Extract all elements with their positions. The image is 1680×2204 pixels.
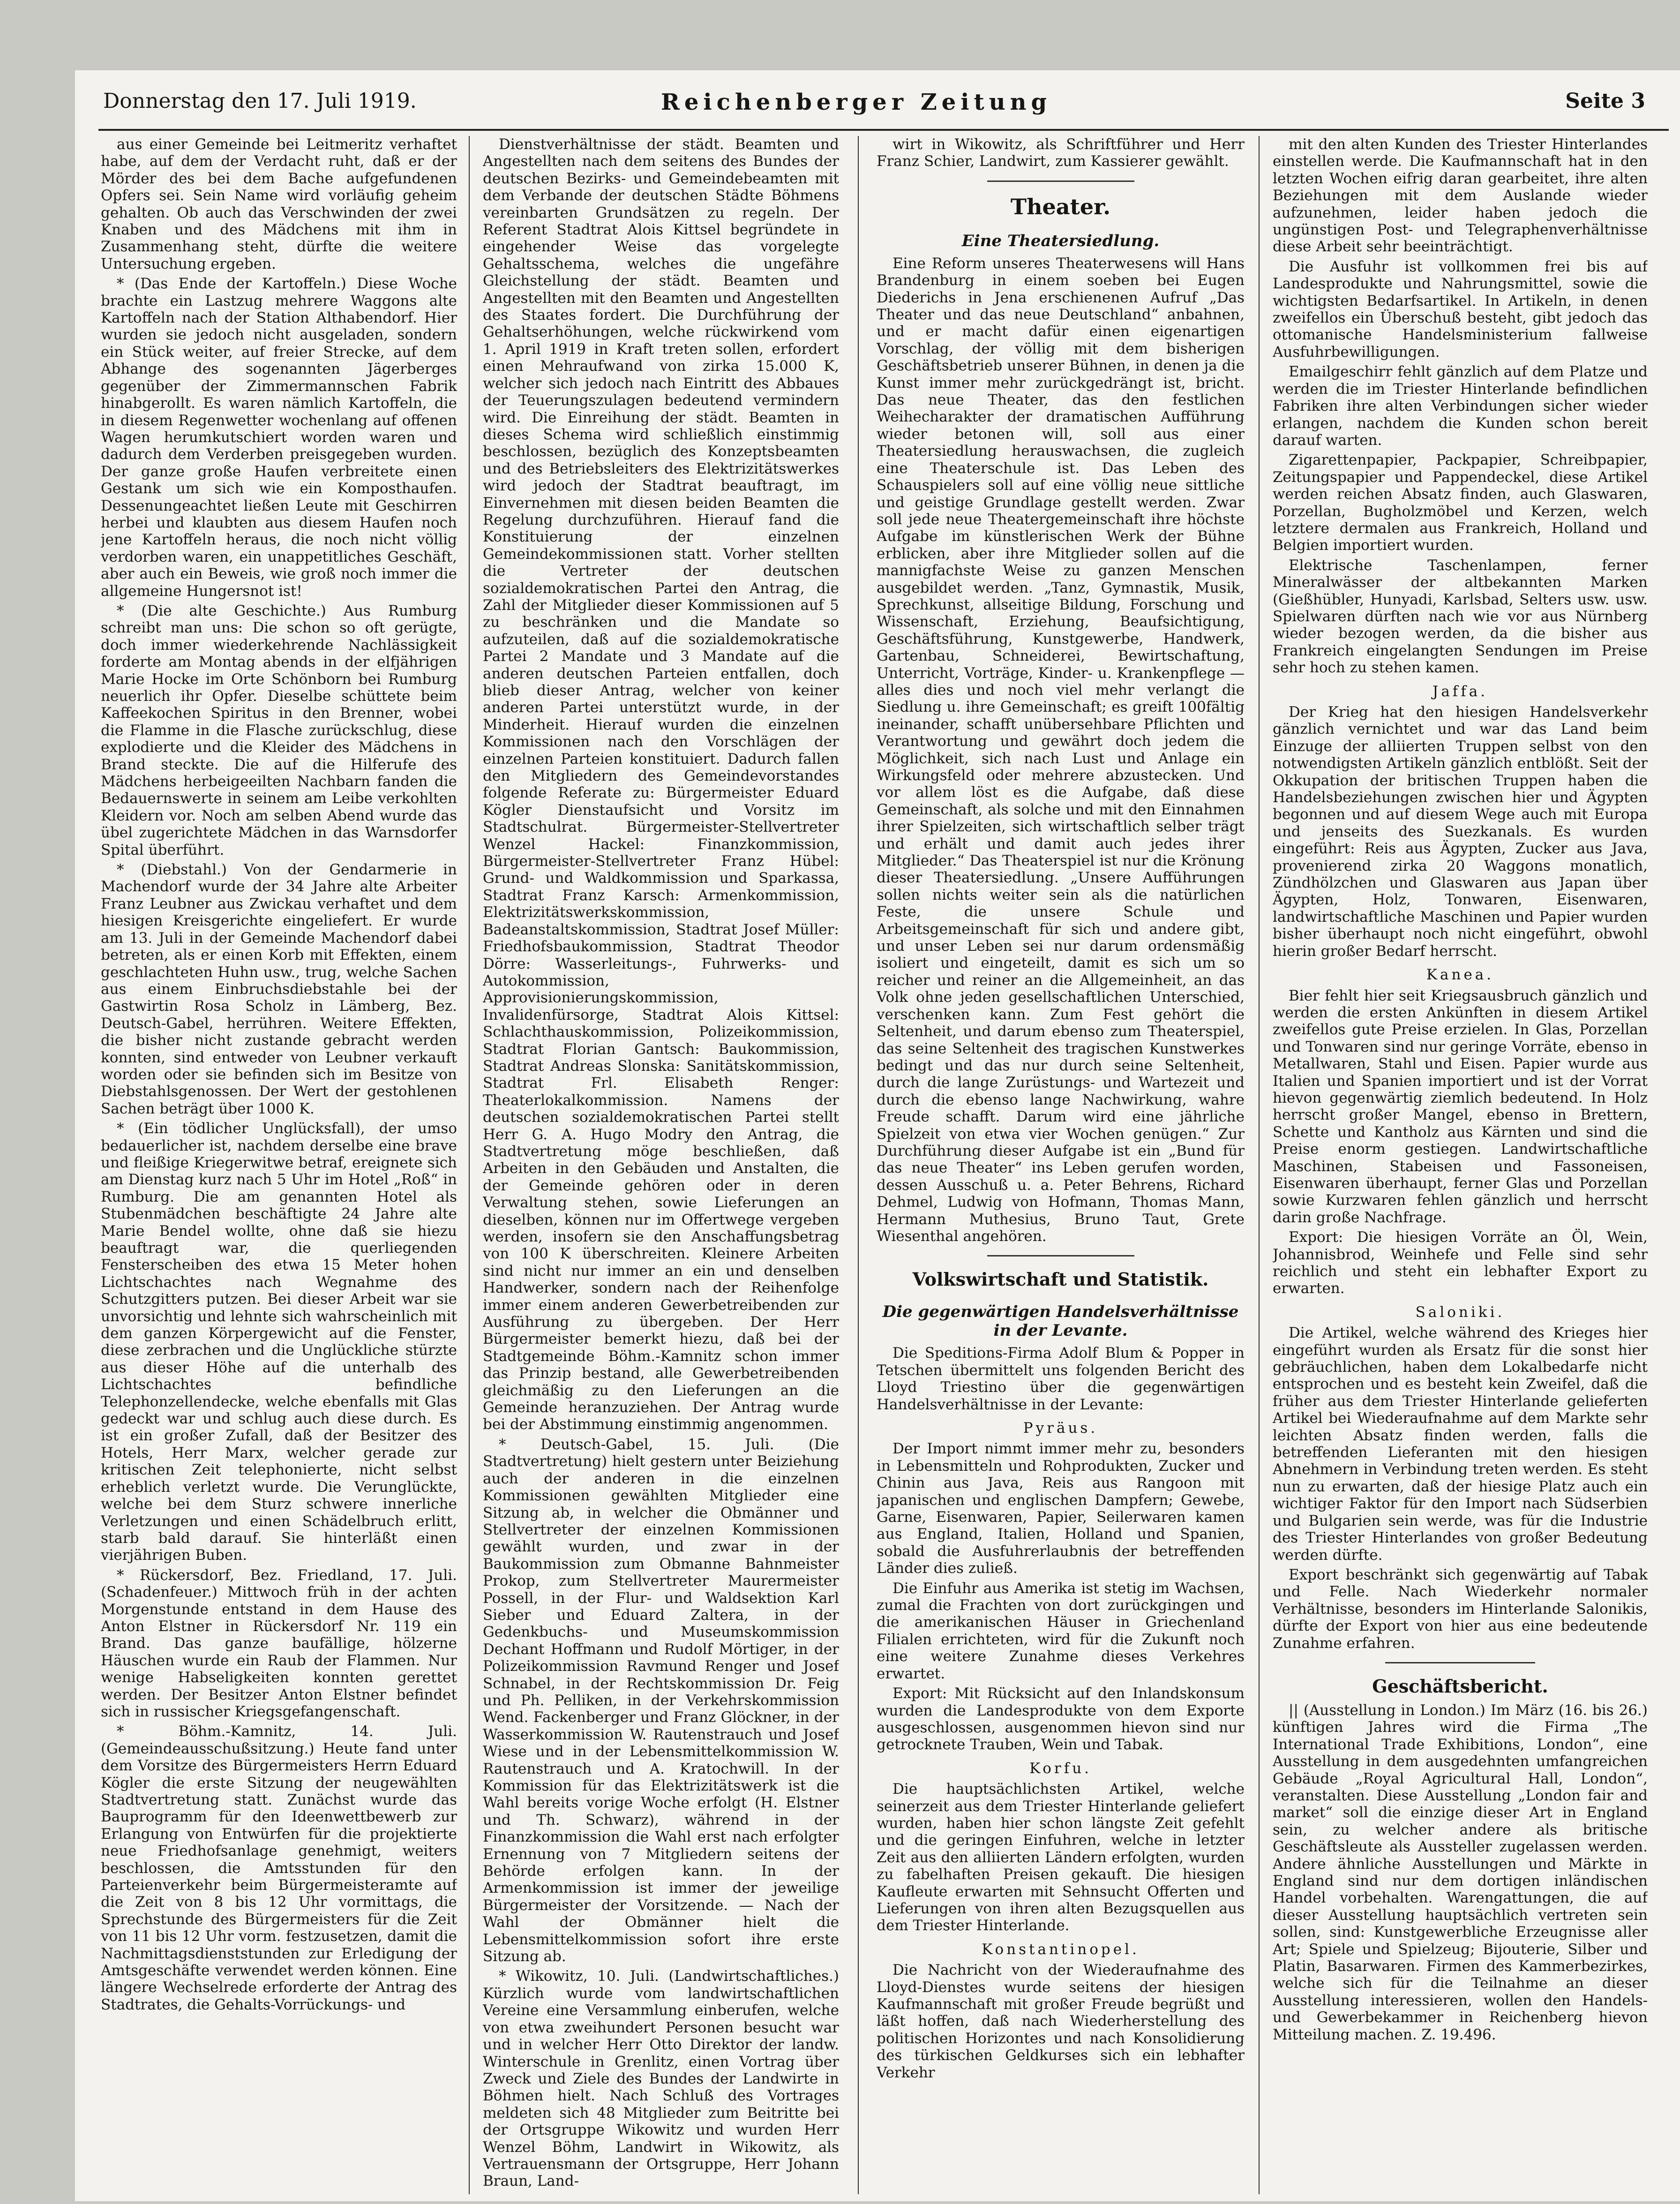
article-paragraph: Die Artikel, welche während des Krieges hier eingeführt wurden als Ersatz für die sonst hier gebräuchlichen, haben dem Lokalbedarfe nicht entsprochen und es besteht kein Zweifel, daß die früher aus dem Triester Hinterlande gelieferten Artikel bei Wiederaufnahme auf dem Markte sehr leichten Absatz finden werden, falls die betreffenden Lieferanten mit den hiesigen Abnehmern in Verbindung treten werden. Es steht nun zu erwarten, daß der hiesige Platz auch ein wichtiger Faktor für den Import nach Südserbien und Bulgarien sein werde, was für die Industrie des Triester Hinterlandes von großer Bedeutung werden dürfte. — [1273, 1324, 1648, 1564]
article-kartoffeln: * (Das Ende der Kartoffeln.) Diese Woche brachte ein Lastzug mehrere Waggons alte Kartoffeln nach der Station Althabendorf. Hier wurden sie jedoch nicht ausgeladen, sondern ein Stück weiter, auf freier Strecke, auf dem Abhange des sogenannten Jägerberges gegenüber der Zimmermannschen Fabrik hinabgerollt. Es waren nämlich Kartoffeln, die in diesem Regenwetter wochenlang auf offenen Wagen herumkutschiert worden waren und dadurch dem Verderben preisgegeben wurden. Der ganze große Haufen verbreitete einen Gestank um sich wie ein Komposthaufen. Dessenungeachtet ließen Leute mit Geschirren herbei und klaubten aus diesem Haufen noch jene Kartoffeln heraus, die noch nicht völlig verdorben waren, ein unappetitliches Geschäft, aber auch ein Beweis, wie groß noch immer die allgemeine Hungersnot ist! — [101, 275, 457, 600]
article-unglucksfall: * (Ein tödlicher Unglücksfall), der umso bedauerlicher ist, nachdem derselbe eine brave und fleißige Kriegerwitwe betraf, ereignete sich am Dienstag kurz nach 5 Uhr im Hotel „Roß“ in Rumburg. Die am genannten Hotel als Stubenmädchen beschäftigte 24 Jahre alte Marie Bendel wollte, ohne daß sie hiezu beauftragt war, die querliegenden Fensterscheiben des etwa 15 Meter hohen Lichtschachtes nach Wegnahme des Schutzgitters putzen. Bei dieser Arbeit war sie unvorsichtig und lehnte sich wahrscheinlich mit dem ganzen Körpergewicht auf die Fenster, diese zerbrachen und die Unglückliche stürzte aus dieser Höhe auf die unterhalb des Lichtschachtes befindliche Telephonzellendecke, welche ebenfalls mit Glas gedeckt war und schlug auch diese durch. Es ist ein großer Zufall, daß der Besitzer des Hotels, Herr Marx, welcher gerade zur kritischen Zeit telephonierte, nicht selbst erheblich verletzt wurde. Die Verunglückte, welche bei dem Sturz schwere innerliche Verletzungen und einen Schädelbruch erlitt, starb bald darauf. Sie hinterläßt einen vierjährigen Buben. — [101, 1120, 457, 1564]
subheading-place: Konstantinopel. — [982, 1941, 1140, 1958]
article-paragraph: Eine Reform unseres Theaterwesens will Hans Brandenburg in einem soeben bei Eugen Diederichs in Jena erschienenen Aufruf „Das Theater und das neue Deutschland“ anbahnen, und er macht dafür einen eigenartigen Vorschlag, der völlig mit dem bisherigen Geschäftsbetrieb unserer Bühnen, in denen ja die Kunst immer mehr zurückgedrängt ist, bricht. Das neue Theater, das den festlichen Weihecharakter der dramatischen Aufführung wieder betonen will, soll aus einer Theatersiedlung herauswachsen, die zugleich eine Theaterschule ist. Das Leben des Schauspielers soll auf eine völlig neue sittliche und geistige Grundlage gestellt werden. Zwar soll jede neue Theatergemeinschaft ihre höchste Aufgabe im künstlerischen Werk der Bühne erblicken, aber ihre Mitglieder sollen auf die mannigfachste Weise zu ganzen Menschen ausgebildet werden. „Tanz, Gymnastik, Musik, Sprechkunst, allseitige Bildung, Forschung und Wissenschaft, Erziehung, Beaufsichtigung, Geschäftsführung, Kunstgewerbe, Handwerk, Gartenbau, Schneiderei, Bewirtschaftung, Unterricht, Vorträge, Kinder- u. Krankenpflege — alles dies und noch viel mehr verlangt die Siedlung u. ihre Gemeinschaft; es greift 100fältig ineinander, schafft unübersehbare Pflichten und Verantwortung und gewährt doch jedem die Möglichkeit, sich nach Lust und Anlage ein Wirkungsfeld oder mehrere abzustecken. Und vor allem löst es die Aufgabe, daß diese Gemeinschaft, als solche und mit den Einnahmen ihrer Spielzeiten, sich wirtschaftlich selber trägt und erhält und damit auch jedes ihrer Mitglieder.“ Das Theaterspiel ist nur die Krönung dieser Theatersiedlung. „Unsere Aufführungen sollen nichts weiter sein als die natürlichen Feste, die unsere Schule und Arbeitsgemeinschaft für sich und andere gibt, und unser Leben sei nur darum ordensmäßig isoliert und eingeteilt, damit es sich um so reicher und reiner an die Allgemeinheit, an das Volk ohne jeden gesellschaftlichen Unterschied, verschenken kann. Zum Fest gehört die Seltenheit, und darum ebenso zum Theaterspiel, das seine Seltenheit des tragischen Kunstwerkes bedingt und das nur durch seine Seltenheit, durch die lange Zurüstungs- und Wartezeit und durch die ebenso lange Nachwirkung, wahre Freude schafft. Darum wird eine jährliche Spielzeit von etwa vier Wochen genügen.“ Zur Durchführung dieser Aufgabe ist ein „Bund für das neue Theater“ ins Leben gerufen worden, dessen Ausschuß u. a. Peter Behrens, Richard Dehmel, Ludwig von Hofmann, Thomas Mann, Hermann Muthesius, Bruno Taut, Grete Wiesenthal angehören. — [877, 255, 1245, 1245]
masthead — [75, 89, 1680, 122]
column-1 — [101, 136, 457, 2199]
header-rule — [98, 129, 1669, 131]
newspaper-page — [75, 70, 1680, 2201]
article-paragraph: Zigarettenpapier, Packpapier, Schreibpapier, Zeitungspapier und Pappendeckel, diese Artikel werden reichen Absatz finden, auch Glaswaren, Porzellan, Bugholzmöbel und Kerzen, welch letztere dermalen aus Frankreich, Holland und Belgien importiert wurden. — [1273, 451, 1648, 554]
article-paragraph: Die Nachricht von der Wiederaufnahme des Lloyd-Dienstes wurde seitens der hiesigen Kaufmannschaft mit großer Freude begrüßt und läßt hoffen, daß nach Wiederherstellung des politischen Horizontes und nach Konsolidierung des türkischen Geldkurses sich ein lebhafter Verkehr — [877, 1962, 1245, 2081]
article-paragraph: Die Ausfuhr ist vollkommen frei bis auf Landesprodukte und Nahrungsmittel, sowie die wichtigsten Bedarfsartikel. In Artikeln, in denen zweifellos ein Überschuß besteht, gibt jedoch das ottomanische Handelsministerium fallweise Ausfuhrbewilligungen. — [1273, 258, 1648, 361]
subheading-place: Jaffa. — [1432, 683, 1488, 700]
article-paragraph: Dienstverhältnisse der städt. Beamten und Angestellten nach dem seitens des Bundes der deutschen Bezirks- und Gemeindebeamten mit dem Verbande der deutschen Städte Böhmens vereinbarten Grundsätzen zu regeln. Der Referent Stadtrat Alois Kittsel begründete in eingehender Weise das vorgelegte Gehaltsschema, welches die ungefähre Gleichstellung der städt. Beamten und Angestellten mit den Beamten und Angestellten des Staates fordert. Die Durchführung der Gehaltserhöhungen, welche rückwirkend vom 1. April 1919 in Kraft treten sollen, erfordert einen Mehraufwand von zirka 15.000 K, welcher sich jedoch nach Eintritt des Abbaues der Teuerungszulagen bedeutend vermindern wird. Die Einreihung der städt. Beamten in dieses Schema wird schließlich einstimmig beschlossen, bezüglich des Konzeptsbeamten und des Betriebsleiters des Elektrizitätswerkes wird jedoch der Stadtrat beauftragt, im Einvernehmen mit diesen beiden Beamten die Regelung durchzuführen. Hierauf fand die Konstituierung der einzelnen Gemeindekommissionen statt. Vorher stellten die Vertreter der deutschen sozialdemokratischen Partei den Antrag, die Zahl der Mitglieder dieser Kommissionen auf 5 zu beschränken und die Mandate so aufzuteilen, daß auf die sozialdemokratische Partei 2 Mandate und 3 Mandate auf die anderen deutschen Parteien entfallen, doch blieb dieser Antrag, welcher von keiner anderen Partei unterstützt wurde, in der Minderheit. Hierauf wurden die einzelnen Kommissionen nach den Vorschlägen der einzelnen Parteien konstituiert. Dadurch fallen den Mitgliedern des Gemeindevorstandes folgende Referate zu: Bürgermeister Eduard Kögler Dienstaufsicht und Vorsitz im Stadtschulrat. Bürgermeister-Stellvertreter Wenzel Hackel: Finanzkommission, Bürgermeister-Stellvertreter Franz Hübel: Grund- und Waldkommission und Sparkassa, Stadtrat Franz Karsch: Armenkommission, Elektrizitätswerkskommission, Badeanstaltskommission, Stadtrat Josef Müller: Friedhofsbaukommission, Stadtrat Theodor Dörre: Wasserleitungs-, Fuhrwerks- und Autokommission, Approvisionierungskommission, Invalidenfürsorge, Stadtrat Alois Kittsel: Schlachthauskommission, Polizeikommission, Stadtrat Florian Gantsch: Baukommission, Stadtrat Andreas Slonska: Sanitätskommission, Stadtrat Frl. Elisabeth Renger: Theaterlokalkommission. Namens der deutschen sozialdemokratischen Partei stellt Herr G. A. Hugo Modry den Antrag, die Stadtvertretung möge beschließen, daß Arbeiten in den Gebäuden und Anstalten, die der Gemeinde gehören oder in deren Verwaltung stehen, sowie Lieferungen an dieselben, können nur im Offertwege vergeben werden, insofern sie den Anschaffungsbetrag von 100 K überschreiten. Kleinere Arbeiten sind nicht nur immer an ein und denselben Handwerker, sondern nach der Reihenfolge immer einem anderen Gewerbetreibenden zur Ausführung zu übergeben. Der Herr Bürgermeister bemerkt hiezu, daß bei der Stadtgemeinde Böhm.-Kamnitz schon immer das Prinzip bestand, alle Gewerbetreibenden gleichmäßig zu den Lieferungen an die Gemeinde heranzuziehen. Der Antrag wurde bei der Abstimmung einstimmig angenommen. — [483, 136, 839, 1433]
article-paragraph: Der Import nimmt immer mehr zu, besonders in Lebensmitteln und Rohprodukten, Zucker und Chinin aus Java, Reis aus Rangoon mit japanischen und englischen Dampfern; Gewebe, Garne, Eisenwaren, Papier, Seilerwaren kamen aus England, Italien, Holland und Spanien, sobald die Ausfuhrerlaubnis der betreffenden Länder dies zuließ. — [877, 1440, 1245, 1577]
issue-date: Donnerstag den 17. Juli 1919. — [103, 89, 417, 113]
article-heading: Die gegenwärtigen Handelsverhältnisse in der Levante. — [882, 1302, 1239, 1340]
section-rule — [987, 1255, 1134, 1256]
article-alte-geschichte: * (Die alte Geschichte.) Aus Rumburg schreibt man uns: Die schon so oft gerügte, doch immer wiederkehrende Nachlässigkeit forderte am Montag abends in der elfjährigen Marie Hocke im Orte Schönborn bei Rumburg neuerlich ihr Opfer. Dieselbe schüttete beim Kaffeekochen Spiritus in den Brenner, wobei die Flamme in die Flasche zurückschlug, diese explodierte und die Kleider des Mädchens in Brand steckte. Die auf die Hilferufe des Mädchens herbeigeeilten Nachbarn fanden die Bedauernswerte in seinem am Leibe verkohlten Kleidern vor. Noch am selben Abend wurde das übel zugerichtete Mädchen in das Warnsdorfer Spital überführt. — [101, 602, 457, 858]
article-paragraph: Bier fehlt hier seit Kriegsausbruch gänzlich und werden die ersten Ankünften in diesem Artikel zweifellos gute Preise erzielen. In Glas, Porzellan und Tonwaren sind nur geringe Vorräte, ebenso in Metallwaren, Stahl und Eisen. Papier wurde aus Italien und Spanien importiert und ist der Vorrat hievon gegenwärtig ziemlich bedeutend. In Holz herrscht großer Mangel, ebenso in Brettern, Schette und Kantholz aus Kärnten und sind die Preise enorm gestiegen. Landwirtschaftliche Maschinen, Stabeisen und Fassoneisen, Eisenwaren überhaupt, ferner Glas und Porzellan sowie Kurzwaren fehlen gänzlich und herrscht darin große Nachfrage. — [1273, 987, 1648, 1226]
article-paragraph: wirt in Wikowitz, als Schriftführer und Herr Franz Schier, Landwirt, zum Kassierer gewählt. — [877, 136, 1245, 170]
column-2 — [483, 136, 839, 2199]
article-deutsch-gabel: * Deutsch-Gabel, 15. Juli. (Die Stadtvertretung) hielt gestern unter Beiziehung auch der anderen in die einzelnen Kommissionen gewählten Mitglieder eine Sitzung ab, in welcher die Obmänner und Stellvertreter der einzelnen Kommissionen gewählt wurden, und zwar in der Baukommission zum Obmanne Bahnmeister Prokop, zum Stellvertreter Maurermeister Possell, in der Flur- und Waldsektion Karl Sieber und Eduard Zaltera, in der Gedenkbuchs- und Museumskommission Dechant Hoffmann und Rudolf Mörtiger, in der Polizeikommission Ravmund Renger und Josef Schnabel, in der Rechtskommission Dr. Feig und Ph. Pelliken, in der Verkehrskommission Wend. Fackenberger und Franz Glöckner, in der Wasserkommission W. Rautenstrauch und Josef Wiese und in der Lebensmittelkommission W. Rautenstrauch und A. Kratochwill. In der Kommission für das Elektrizitätswerk ist die Wahl bereits vorige Woche erfolgt (H. Elstner und Th. Schwarz), während in der Finanzkommission die Wahl erst nach erfolgter Ernennung von 7 Mitgliedern seitens der Behörde erfolgen kann. In der Armenkommission ist immer der jeweilige Bürgermeister der Vorsitzende. — Nach der Wahl der Obmänner hielt die Lebensmittelkommission sofort ihre erste Sitzung ab. — [483, 1436, 839, 1965]
section-heading-theater: Theater. — [1010, 194, 1111, 219]
newspaper-title: Reichenberger Zeitung — [661, 89, 1052, 115]
section-heading-volkswirtschaft: Volkswirtschaft und Statistik. — [912, 1269, 1209, 1290]
article-paragraph: Elektrische Taschenlampen, ferner Mineralwässer der altbekannten Marken (Gießhübler, Hunyadi, Karlsbad, Selters usw. usw. Spielwaren dürften nach wie vor aus Nürnberg wieder bezogen werden, da die bisher aus Frankreich eingelangten Sendungen im Preise sehr hoch zu stehen kamen. — [1273, 557, 1648, 677]
article-paragraph: Die Einfuhr aus Amerika ist stetig im Wachsen, zumal die Frachten von dort zurückgingen und die amerikanischen Häuser in Griechenland Filialen errichteten, wird für die Zukunft noch eine weitere Zunahme dieses Verkehres erwartet. — [877, 1580, 1245, 1682]
column-divider — [469, 136, 470, 2194]
section-rule — [1385, 1662, 1535, 1663]
section-rule — [987, 181, 1134, 182]
subheading-place: Kanea. — [1426, 966, 1494, 984]
column-4 — [1273, 136, 1648, 2199]
article-paragraph: Die hauptsächlichsten Artikel, welche seinerzeit aus dem Triester Hinterlande geliefert wurden, haben hier schon längste Zeit gefehlt und die geringen Einfuhren, welche in letzter Zeit aus den alliierten Ländern erfolgten, wurden zu fabelhaften Preisen gekauft. Die hiesigen Kaufleute erwarten mit Sehnsucht Offerten und Lieferungen von ihren alten Bezugsquellen aus dem Triester Hinterlande. — [877, 1781, 1245, 1934]
column-divider — [1259, 136, 1260, 2194]
subheading-place: Pyräus. — [1023, 1420, 1098, 1437]
article-paragraph: aus einer Gemeinde bei Leitmeritz verhaftet habe, auf dem der Verdacht ruht, daß er der Mörder des bei dem Bache aufgefundenen Opfers sei. Sein Name wird vorläufig geheim gehalten. Ob auch das Verschwinden der zwei Knaben und des Mädchens mit ihm in Zusammenhang steht, dürfte die weitere Untersuchung ergeben. — [101, 136, 457, 272]
article-heading: Eine Theatersiedlung. — [961, 231, 1160, 250]
article-paragraph: mit den alten Kunden des Triester Hinterlandes einstellen werde. Die Kaufmannschaft hat in den letzten Wochen eifrig daran gearbeitet, ihre alten Beziehungen mit dem Auslande wieder aufzunehmen, leider haben jedoch die ungünstigen Post- und Telegraphenverhältnisse diese Arbeit sehr beeinträchtigt. — [1273, 136, 1648, 256]
article-paragraph: Emailgeschirr fehlt gänzlich auf dem Platze und werden die im Triester Hinterlande befindlichen Fabriken ihre alten Verbindungen sicher wieder erlangen, nachdem die Kunden schon bereit darauf warten. — [1273, 363, 1648, 449]
article-paragraph: Export: Die hiesigen Vorräte an Öl, Wein, Johannisbrod, Weinhefe und Felle sind sehr reichlich und steht ein lebhafter Export zu erwarten. — [1273, 1229, 1648, 1297]
article-paragraph: Die Speditions-Firma Adolf Blum & Popper in Tetschen übermittelt uns folgenden Bericht des Lloyd Triestino über die gegenwärtigen Handelsverhältnisse in der Levante: — [877, 1345, 1245, 1413]
article-wikowitz: * Wikowitz, 10. Juli. (Landwirtschaftliches.) Kürzlich wurde vom landwirtschaftlichen Vereine eine Versammlung einberufen, welche von etwa zweihundert Personen besucht war und in welcher Herr Otto Direktor der landw. Winterschule in Grenlitz, einen Vortrag über Zweck und Ziele des Bundes der Landwirte in Böhmen hielt. Nach Schluß des Vortrages meldeten sich 48 Mitglieder zum Beitritte bei der Ortsgruppe Wikowitz und wurden Herr Wenzel Böhm, Landwirt in Wikowitz, als Vertrauensmann der Ortsgruppe, Herr Johann Braun, Land- — [483, 1968, 839, 2190]
subheading-place: Korfu. — [1029, 1760, 1092, 1777]
page-number: Seite 3 — [1565, 89, 1645, 113]
column-3 — [877, 136, 1245, 2199]
article-rueckersdorf: * Rückersdorf, Bez. Friedland, 17. Juli. (Schadenfeuer.) Mittwoch früh in der achten Morgenstunde entstand in dem Hause des Anton Elstner in Rückersdorf Nr. 119 ein Brand. Das ganze baufällige, hölzerne Häuschen wurde ein Raub der Flammen. Nur wenige Habseligkeiten konnten gerettet werden. Der Besitzer Anton Elstner befindet sich in russischer Kriegsgefangenschaft. — [101, 1566, 457, 1720]
article-paragraph: Der Krieg hat den hiesigen Handelsverkehr gänzlich vernichtet und war das Land beim Einzuge der alliierten Truppen selbst von den notwendigsten Artikeln gänzlich entblößt. Seit der Okkupation der britischen Truppen haben die Handelsbeziehungen zwischen hier und Ägypten begonnen und auf diesem Wege auch mit Europa und jenseits des Suezkanals. Es wurden eingeführt: Reis aus Ägypten, Zucker aus Java, provenierend zirka 20 Waggons monatlich, Zündhölzchen und Glaswaren aus Japan über Ägypten, Holz, Tonwaren, Eisenwaren, landwirtschaftliche Maschinen und Papier wurden bisher überhaupt noch nicht eingeführt, obwohl hierin großer Bedarf herrscht. — [1273, 704, 1648, 960]
article-paragraph: || (Ausstellung in London.) Im März (16. bis 26.) künftigen Jahres wird die Firma „The International Trade Exhibitions, London“, eine Ausstellung in dem ausgedehnten umfangreichen Gebäude „Royal Agricultural Hall, London“, veranstalten. Diese Ausstellung „London fair and market“ soll die einzige dieser Art in England sein, zu welcher andere als britische Geschäftsleute als Aussteller zugelassen werden. Andere ähnliche Ausstellungen und Märkte in England sind nur dem dortigen inländischen Handel vorbehalten. Warengattungen, die auf dieser Ausstellung hauptsächlich vertreten sein sollen, sind: Kunstgewerbliche Erzeugnisse aller Art; Spiele und Spielzeug; Bijouterie, Silber und Platin, Basarwaren. Firmen des Kammerbezirkes, welche sich für die Teilnahme an dieser Ausstellung interessieren, wollen den Handels- und Gewerbekammer in Reichenberg hievon Mitteilung machen. Z. 19.496. — [1273, 1701, 1648, 2043]
subheading-place: Saloniki. — [1415, 1303, 1505, 1321]
article-boehm-kamnitz: * Böhm.-Kamnitz, 14. Juli. (Gemeindeausschußsitzung.) Heute fand unter dem Vorsitze des Bürgermeisters Herrn Eduard Kögler die erste Sitzung der neugewählten Stadtvertretung statt. Zunächst wurde das Bauprogramm für den Ideenwettbewerb zur Erlangung von Entwürfen für die projektierte neue Friedhofsanlage genehmigt, weiters beschlossen, die Amtsstunden für den Parteienverkehr beim Bürgermeisteramte auf die Zeit von 8 bis 12 Uhr vormittags, die Sprechstunde des Bürgermeisters für die Zeit von 11 bis 12 Uhr vorm. festzusetzen, damit die Nachmittagsdienststunden zur Erledigung der Amtsgeschäfte verwendet werden können. Eine längere Wechselrede erforderte der Antrag des Stadtrates, die Gehalts-Vorrückungs- und — [101, 1723, 457, 2013]
article-paragraph: Export: Mit Rücksicht auf den Inlandskonsum wurden die Landesprodukte von dem Exporte ausgeschlossen, ausgenommen hievon sind nur getrocknete Trauben, Wein und Tabak. — [877, 1685, 1245, 1753]
article-diebstahl: * (Diebstahl.) Von der Gendarmerie in Machendorf wurde der 34 Jahre alte Arbeiter Franz Leubner aus Zwickau verhaftet und dem hiesigen Kreisgerichte eingeliefert. Er wurde am 13. Juli in der Gemeinde Machendorf dabei betreten, als er einen Korb mit Effekten, einem geschlachteten Huhn usw., trug, welche Sachen aus einem Einbruchsdiebstahle bei der Gastwirtin Rosa Scholz in Lämberg, Bez. Deutsch-Gabel, herrühren. Weitere Effekten, die bisher nicht zustande gebracht werden konnten, sind entweder von Leubner verkauft worden oder sie befinden sich im Besitze von Diebstahlsgenossen. Der Wert der gestohlenen Sachen beträgt über 1000 K. — [101, 861, 457, 1117]
article-paragraph: Export beschränkt sich gegenwärtig auf Tabak und Felle. Nach Wiederkehr normaler Verhältnisse, besonders im Hinterlande Salonikis, dürfte der Export von hier aus eine bedeutende Zunahme erfahren. — [1273, 1566, 1648, 1652]
column-divider — [858, 136, 859, 2194]
section-heading-geschaeftsbericht: Geschäftsbericht. — [1372, 1675, 1548, 1697]
